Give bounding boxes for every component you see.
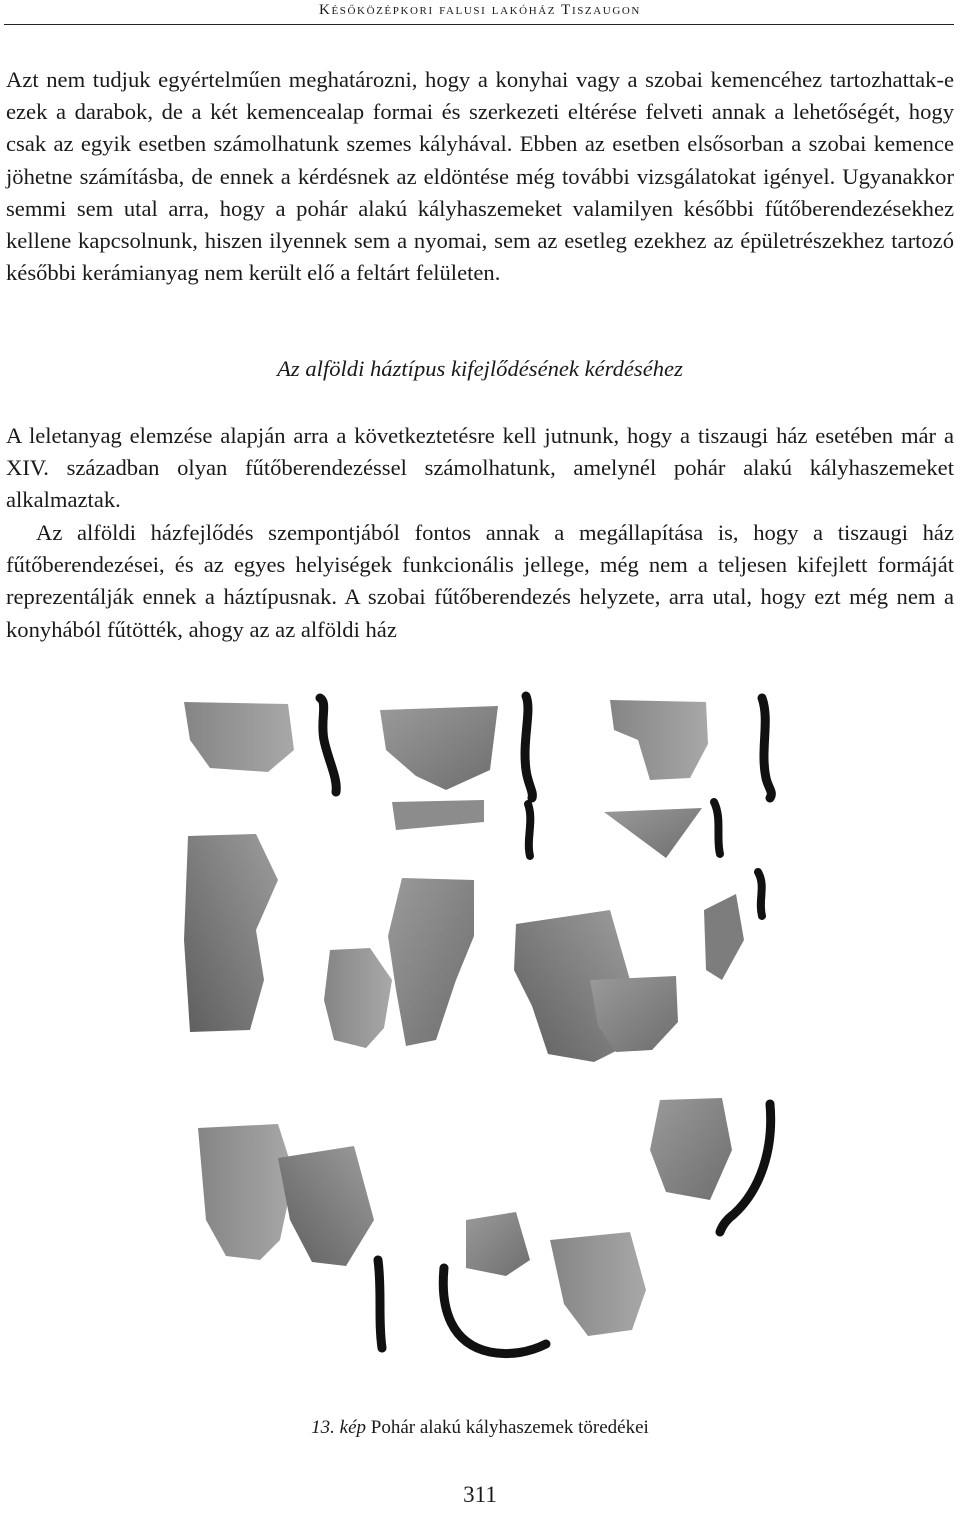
sherd-11 — [704, 894, 744, 980]
running-head — [0, 0, 960, 20]
profile-5 — [714, 802, 720, 854]
profile-4 — [528, 804, 530, 856]
figure-caption — [0, 1415, 960, 1441]
fragments-illustration — [170, 680, 790, 1420]
profile-8 — [378, 1260, 382, 1348]
sherd-16 — [550, 1232, 646, 1336]
sherd-1 — [184, 702, 294, 772]
paragraph-3: Az alföldi házfejlődés szempontjából fontos annak a megállapítása is, hogy a tiszaugi ház fűtőberendezései, és az egyes helyiségek funkcionális jellege, még nem a teljesen kifejlett formáját reprezentálják ennek a háztípusnak. A szobai fűtőberendezés helyzete, arra utal, hogy ezt még nem a konyhából fűtötték, ahogy az az alföldi ház — [6, 520, 954, 642]
profile-7 — [720, 1104, 771, 1232]
figure-stove-tile-fragments — [170, 680, 790, 1420]
figure-caption-label: 13. kép — [311, 1417, 367, 1438]
paragraph-1: Azt nem tudjuk egyértelműen meghatározni, hogy a konyhai vagy a szobai kemencéhez tartozhattak-e ezek a darabok, de a két kemencealap formai és szerkezeti eltérése felveti annak a lehetőségét, hogy csak az egyik esetben számolhatunk szemes kályhával. Ebben az esetben elsősorban a szobai kemence jöhetne számításba, de ennek a kérdésnek az eldöntése még további vizsgálatokat igényel. Ugyanakkor semmi sem utal arra, hogy a pohár alakú kályhaszemeket valamilyen későbbi fűtőberendezésekhez kellene kapcsolnunk, hiszen ilyennek sem a nyomai, sem az esetleg ezekhez az épületrészekhez tartozó későbbi kerámianyag nem került elő a feltárt felületen. — [6, 67, 954, 286]
header-rule — [4, 24, 954, 25]
sherd-13 — [278, 1146, 374, 1266]
sherd-8 — [324, 948, 392, 1048]
sherd-4 — [392, 800, 484, 830]
page-number: 311 — [463, 1482, 497, 1507]
sherd-5 — [604, 808, 702, 858]
paragraph-2: A leletanyag elemzése alapján arra a következtetésre kell jutnunk, hogy a tiszaugi ház esetében már a XIV. században olyan fűtőberendezéssel számolhatunk, amelynél pohár alakú kályhaszemeket alkalmaztak. — [6, 423, 954, 513]
sherd-6 — [184, 834, 278, 1032]
sherd-2 — [380, 706, 498, 790]
sherd-14 — [650, 1098, 732, 1200]
figure-caption-text: Pohár alakú kályhaszemek töredékei — [370, 1417, 649, 1438]
profile-2 — [525, 696, 532, 798]
running-head-text: Későközépkori falusi lakóház Tiszaugon — [319, 2, 641, 18]
profile-3 — [762, 698, 771, 798]
profile-9 — [443, 1268, 546, 1354]
sherd-15 — [466, 1212, 530, 1276]
sherd-7 — [388, 878, 474, 1046]
sherd-12 — [198, 1124, 294, 1260]
section-title: Az alföldi háztípus kifejlődésének kérdéséhez — [277, 356, 683, 381]
profile-6 — [758, 872, 762, 916]
profile-1 — [320, 698, 336, 792]
sherd-3 — [610, 700, 708, 780]
